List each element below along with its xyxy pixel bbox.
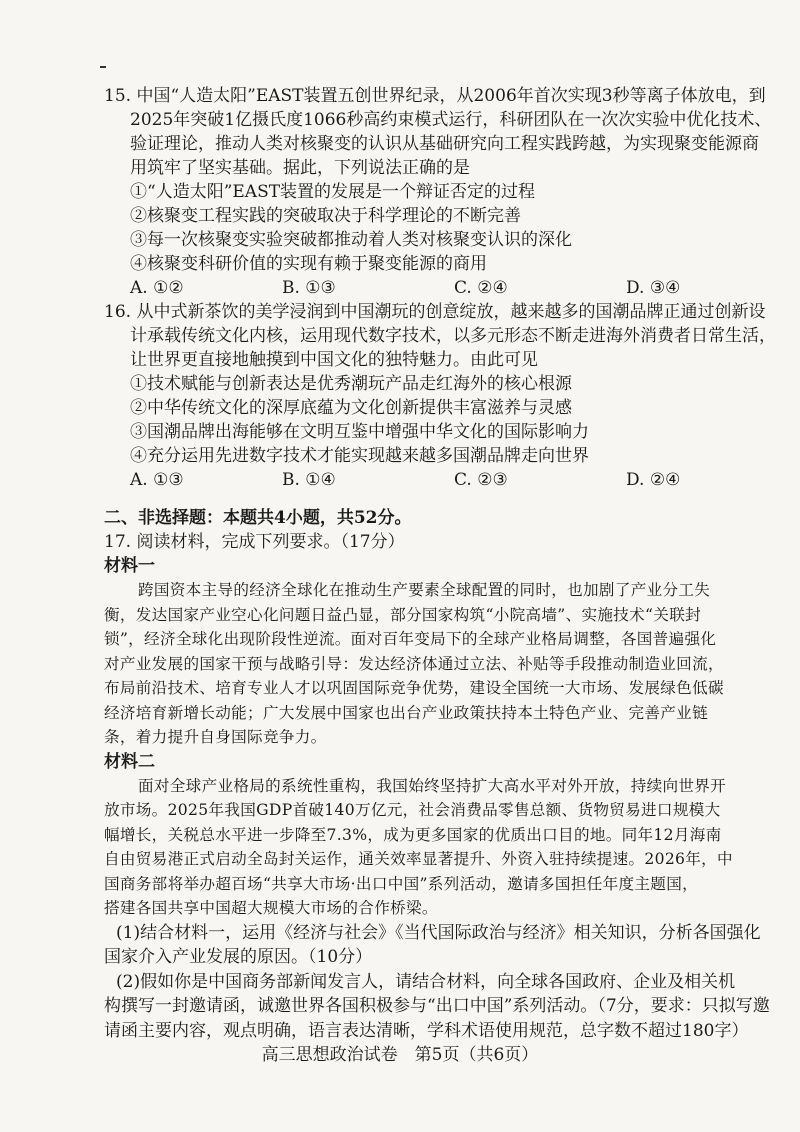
material-line: 条，着力提升自身国际竞争力。 [104,728,327,746]
option-b: B. ①③ [282,278,336,298]
sub-question-line: 请函主要内容，观点明确，语言表达清晰，学科术语使用规范，总字数不超过180字） [104,1020,749,1041]
statement: ③国潮品牌出海能够在文明互鉴中增强中华文化的国际影响力 [130,422,589,442]
option-b: B. ①④ [282,470,336,490]
question-stem-line: 让世界更直接地触摸到中国文化的独特魅力。由此可见 [130,350,538,370]
option-c: C. ②④ [454,278,508,298]
answer-options [104,276,772,300]
material-line: 跨国资本主导的经济全球化在推动生产要素全球配置的同时，也加剧了产业分工失 [138,581,711,599]
option-c: C. ②③ [454,470,508,490]
material-two [104,750,772,921]
option-a: A. ①② [130,278,184,298]
question-15 [104,84,772,300]
material-title: 材料二 [104,751,155,772]
sub-question-line: 构撰写一封邀请函，诚邀世界各国积极参与“出口中国”系列活动。（7分，要求：只拟写邀 [104,996,770,1016]
statement: ③每一次核聚变实验突破都推动着人类对核聚变认识的深化 [130,230,572,250]
material-line: 放市场。2025年我国GDP首破140万亿元，社会消费品零售总额、货物贸易进口规模大 [104,801,721,819]
material-line: 搭建各国共享中国超大规模大市场的合作桥梁。 [104,899,438,917]
statement: ①技术赋能与创新表达是优秀潮玩产品走红海外的核心根源 [130,374,572,394]
question-stem-line: 用筑牢了坚实基础。据此，下列说法正确的是 [130,158,470,178]
question-stem-line: 2025年突破1亿摄氏度1066秒高约束模式运行，科研团队在一次次实验中优化技术、 [130,110,772,130]
material-line: 锁”，经济全球化出现阶段性逆流。面对百年变局下的全球产业格局调整，各国普遍强化 [104,630,717,648]
option-d: D. ③④ [626,278,681,298]
material-line: 经济培育新增长动能；广大发展中国家也出台产业政策扶持本土特色产业、完善产业链 [104,703,708,722]
material-line: 国商务部将举办超百场“共享大市场·出口中国”系列活动，邀请多国担任年度主题国， [104,874,698,893]
answer-options [104,468,772,492]
sub-question-2 [104,970,772,1044]
question-stem-line: 计承载传统文化内核，运用现代数字技术，以多元形态不断走进海外消费者日常生活， [130,326,776,346]
question-16 [104,300,776,492]
statement: ②核聚变工程实践的突破取决于科学理论的不断完善 [130,206,521,226]
statement: ④核聚变科研价值的实现有赖于聚变能源的商用 [130,254,487,274]
material-title: 材料一 [104,556,155,576]
page-footer: 高三思想政治试卷 第5页（共6页） [261,1045,539,1065]
statement: ②中华传统文化的深厚底蕴为文化创新提供丰富滋养与灵感 [130,398,572,418]
sub-question-line: 国家介入产业发展的原因。（10分） [104,947,373,967]
question-stem-line: 16. 从中式新茶饮的美学浸润到中国潮玩的创意绽放，越来越多的国潮品牌正通过创新设 [104,302,766,322]
question-17-intro: 17. 阅读材料，完成下列要求。（17分） [104,532,405,552]
material-line: 面对全球产业格局的系统性重构，我国始终坚持扩大高水平对外开放，持续向世界开 [138,776,727,795]
option-d: D. ②④ [626,470,681,490]
scan-mark [100,66,106,68]
material-one [104,554,772,750]
page-content [104,84,776,1043]
statement: ④充分运用先进数字技术才能实现越来越多国潮品牌走向世界 [130,446,589,466]
material-line: 衡，发达国家产业空心化问题日益凸显，部分国家构筑“小院高墙”、实施技术“关联封 [104,605,701,624]
statement: ①“人造太阳”EAST装置的发展是一个辩证否定的过程 [130,182,536,202]
sub-question-line: (2)假如你是中国商务部新闻发言人，请结合材料，向全球各国政府、企业及相关机 [116,971,736,992]
question-stem-line: 验证理论，推动人类对核聚变的认识从基础研究向工程实践跨越，为实现聚变能源商 [130,134,759,154]
material-line: 布局前沿技术、培育专业人才以巩固国际竞争优势，建设全国统一大市场、发展绿色低碳 [104,679,724,697]
question-stem-line: 15. 中国“人造太阳”EAST装置五创世界纪录，从2006年首次实现3秒等离子体放电，到 [104,86,766,106]
material-line: 自由贸易港正式启动全岛封关运作，通关效率显著提升、外资入驻持续提速。2026年，中 [104,850,733,868]
sub-question-1 [104,921,772,970]
material-line: 对产业发展的国家干预与战略引导：发达经济体通过立法、补贴等手段推动制造业回流， [104,654,724,673]
section-heading: 二、非选择题：本题共4小题，共52分。 [104,508,412,528]
option-a: A. ①③ [130,470,184,490]
material-line: 幅增长，关税总水平进一步降至7.3%，成为更多国家的优质出口目的地。同年12月海南 [104,825,722,844]
sub-question-line: (1)结合材料一，运用《经济与社会》《当代国际政治与经济》相关知识，分析各国强化 [116,922,761,943]
